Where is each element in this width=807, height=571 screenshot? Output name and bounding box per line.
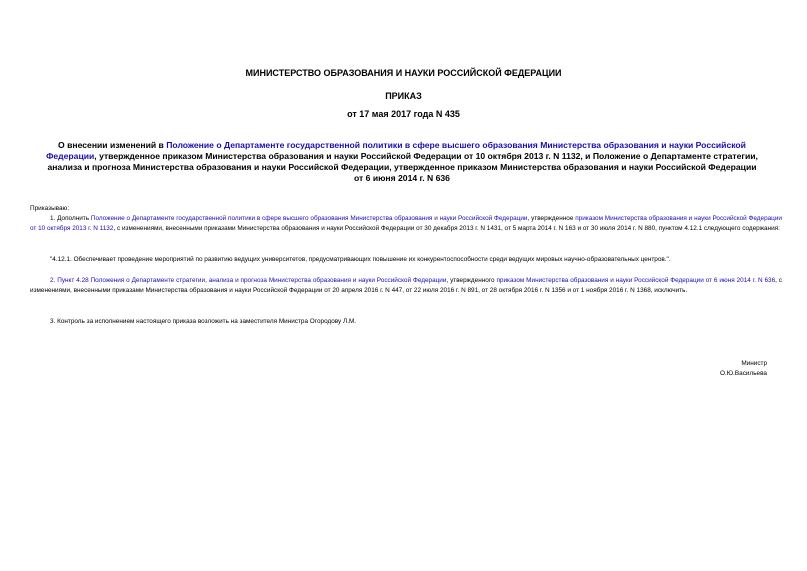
p1-link-regulation[interactable]: Положение о Департаменте государственной политики в сфере высшего образования Министерства образования и науки Российской Федерации — [90, 215, 528, 222]
intro-text-2: , утвержденное приказом Министерства образования и науки Российской Федерации от 10 октября 2013 г. N 1132, и Положение о Департаменте стратегии, анализа и прогноза Министерства образования и науки Российской Федерации, утвержденное приказом Министерства образования и науки Российской Федерации от 6 июня 2014 г. N 636 — [47, 151, 758, 183]
paragraph-3: 3. Контроль за исполнением настоящего приказа возложить на заместителя Министра Огородову Л.М. — [50, 318, 357, 325]
paragraph-1 — [30, 214, 782, 234]
signature-title: Министр — [741, 360, 767, 367]
intro-text-1: О внесении изменений в — [58, 140, 167, 150]
p1-text-a: 1. Дополнить — [50, 215, 91, 222]
p1-text-c: , с изменениями, внесенными приказами Министерства образования и науки Российской Федерации от 30 декабря 2013 г. N 1431, от 5 марта 2014 г. N 163 и от 30 июля 2014 г. N 880, пунктом 4.12.1 следующего содержания: — [113, 225, 780, 232]
paragraph-2 — [30, 276, 782, 296]
doc-date-number: от 17 мая 2017 года N 435 — [347, 109, 460, 119]
doc-intro-title — [44, 140, 760, 184]
p1-link-order[interactable]: приказом Министерства образования и науки Российской Федерации от 10 октября 2013 г. N 1132 — [30, 215, 782, 232]
p1-text-b: , утвержденное — [527, 215, 576, 222]
ministry-title: МИНИСТЕРСТВО ОБРАЗОВАНИЯ И НАУКИ РОССИЙСКОЙ ФЕДЕРАЦИИ — [245, 68, 562, 78]
doc-type: ПРИКАЗ — [385, 91, 422, 101]
p2-text-a: , утвержденного — [446, 277, 497, 284]
signature-name: О.Ю.Васильева — [719, 370, 767, 377]
paragraph-quote: "4.12.1. Обеспечивает проведение мероприятий по развитию ведущих университетов, предусматривающих повышение их конкурентоспособности среди ведущих мировых научно-образовательных центров.". — [50, 256, 671, 263]
p2-text-b: , с изменениями, внесенными приказами Министерства образования и науки Российской Федерации от 20 апреля 2016 г. N 447, от 22 июля 2016 г. N 891, от 28 октября 2016 г. N 1356 и от 1 ноября 2016 г. N 1368, исключить. — [30, 277, 782, 294]
p2-link-item[interactable]: 2. Пункт 4.28 Положения о Департаменте стратегии, анализа и прогноза Министерства образования и науки Российской Федерации — [50, 277, 447, 284]
order-word: Приказываю: — [30, 205, 70, 212]
intro-link-regulation[interactable]: Положение о Департаменте государственной политики в сфере высшего образования Министерства образования и науки Российской Федерации — [46, 140, 746, 161]
p2-link-order[interactable]: приказом Министерства образования и науки Российской Федерации от 6 июня 2014 г. N 636 — [496, 277, 776, 284]
